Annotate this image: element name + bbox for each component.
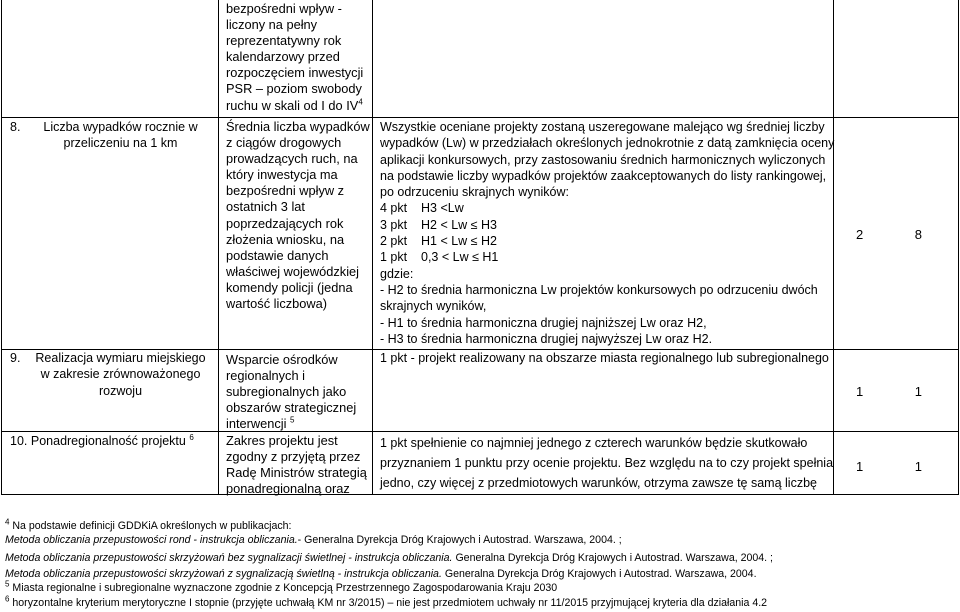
row-number-8: 8. <box>10 120 21 134</box>
criterion-name-9 <box>28 350 213 399</box>
text-line: obszarów strategicznej <box>226 400 357 416</box>
publication-info: - Generalna Dyrekcja Dróg Krajowych i Autostrad. Warszawa, 2004. ; <box>297 534 622 546</box>
footnote-ref-4: 4 <box>358 97 363 107</box>
footnote-6 <box>5 594 955 610</box>
publication-title: Metoda obliczania przepustowości skrzyżowań z sygnalizacją świetlną - instrukcja obliczania. <box>5 568 442 580</box>
text-line: Liczba wypadków rocznie w <box>43 120 198 134</box>
text-line: z ciągów drogowych <box>226 135 342 151</box>
text-line: subregionalnych jako <box>226 384 347 400</box>
text-line: w zakresie zrównoważonego <box>40 367 201 382</box>
text-line: - H3 to średnia harmoniczna drugiej najwyższej Lw oraz H2. <box>380 331 713 346</box>
points-row-9 <box>856 384 922 399</box>
min-points: 1 <box>856 459 864 474</box>
row-divider-10 <box>1 431 959 432</box>
text-line: - H1 to średnia harmoniczna drugiej najniższej Lw oraz H2, <box>380 315 707 330</box>
text-line: Radę Ministrów strategią <box>226 465 367 481</box>
footnote-mark: 5 <box>5 579 10 589</box>
footnote-mark: 4 <box>5 517 10 527</box>
text-line: komendy policji (jedna <box>226 279 353 295</box>
text-line: 3 pkt H2 < Lw ≤ H3 <box>380 217 497 232</box>
footnote-mark: 6 <box>5 594 10 604</box>
text-line: który inwestycja ma <box>226 167 338 183</box>
row-divider-8 <box>1 117 959 118</box>
text-line: PSR – poziom swobody <box>226 81 362 97</box>
text-line: ostatnich 3 lat <box>226 199 305 215</box>
text-line: kalendarzowy przed <box>226 49 340 65</box>
text-line: podstawie danych <box>226 247 329 263</box>
min-points: 1 <box>856 384 864 399</box>
text-line: reprezentatywny rok <box>226 33 342 49</box>
footnote-4 <box>5 517 955 533</box>
text-line: Wsparcie ośrodków <box>226 352 338 367</box>
criterion-name-text: Ponadregionalność projektu <box>30 434 186 448</box>
footnote-text: Na podstawie definicji GDDKiA określonych w publikacjach: <box>9 520 292 532</box>
text-line: prowadzących ruch, na <box>226 151 358 167</box>
text-line: Zakres projektu jest <box>226 433 338 448</box>
min-points: 2 <box>856 227 864 242</box>
text-line: 1 pkt - projekt realizowany na obszarze miasta regionalnego lub subregionalnego <box>380 351 829 365</box>
text-line: wypadków (Lw) w przedziałach określonych jednokrotnie z datą zamknięcia oceny <box>380 136 835 151</box>
column-divider-2 <box>372 0 373 494</box>
text-line: bezpośredni wpływ z <box>226 183 345 199</box>
max-points: 8 <box>914 227 922 242</box>
text-line: aplikacji konkursowych, przy zastosowaniu średnich harmonicznych wyliczonych <box>380 152 826 167</box>
scoring-description-8 <box>380 119 835 347</box>
text-line: na podstawie liczby wypadków projektów zaakceptowanych do listy rankingowej, <box>380 168 827 183</box>
footnote-text: Miasta regionalne i subregionalne wyznaczone zgodnie z Koncepcją Przestrzennego Zagospodarowania Kraju 2030 <box>9 582 558 594</box>
text-line: przeliczeniu na 1 km <box>63 136 178 151</box>
publication-title: Metoda obliczania przepustowości skrzyżowań bez sygnalizacji świetlnej - instrukcja obliczania. <box>5 552 453 564</box>
footnote-source-3 <box>5 568 955 581</box>
text-line: 1 pkt 0,3 < Lw ≤ H1 <box>380 250 499 265</box>
text-line <box>226 416 371 432</box>
footnote-source-1 <box>5 534 955 547</box>
text-line: skrajnych wyników, <box>380 299 487 314</box>
text-line: 2 pkt H1 < Lw ≤ H2 <box>380 234 497 249</box>
text-line: poprzedzających rok <box>226 215 344 231</box>
text-line: Realizacja wymiaru miejskiego <box>35 351 206 365</box>
text-line-content: interwencji <box>226 416 287 432</box>
criterion-definition-9 <box>226 352 371 432</box>
row-number-10: 10. <box>10 434 28 448</box>
criterion-name-10 <box>10 433 215 449</box>
text-line: rozwoju <box>98 383 143 398</box>
footnote-text: horyzontalne kryterium merytoryczne I stopnie (przyjęte uchwałą KM nr 3/2015) – nie jest przedmiotem uchwały nr 11/2015 przyjmującej kryteria dla działania 4.2 <box>9 597 768 609</box>
publication-title: Metoda obliczania przepustowości rond - instrukcja obliczania. <box>5 534 298 546</box>
publication-info: Generalna Dyrekcja Dróg Krajowych i Autostrad. Warszawa, 2004. ; <box>452 552 774 564</box>
text-line: Średnia liczba wypadków <box>226 119 370 134</box>
text-line: 4 pkt H3 <Lw <box>380 201 464 216</box>
footnote-ref-5: 5 <box>290 416 295 426</box>
column-divider-1 <box>218 0 219 494</box>
text-line: bezpośredni wpływ - <box>226 1 342 16</box>
criterion-definition-10 <box>226 433 371 497</box>
text-line: ponadregionalną oraz <box>226 481 350 497</box>
criterion-definition-continued <box>226 1 371 114</box>
max-points: 1 <box>914 459 922 474</box>
max-points: 1 <box>914 384 922 399</box>
row-number-9: 9. <box>10 351 21 365</box>
text-line: Wszystkie oceniane projekty zostaną uszeregowane malejąco wg średniej liczby <box>380 120 825 134</box>
text-line: - H2 to średnia harmoniczna Lw projektów konkursowych po odrzuceniu dwóch <box>380 282 818 297</box>
text-line: gdzie: <box>380 266 414 281</box>
text-line: liczony na pełny <box>226 17 318 33</box>
text-line: właściwej wojewódzkiej <box>226 263 359 279</box>
scoring-description-10 <box>380 433 835 493</box>
text-line: regionalnych i <box>226 368 305 384</box>
text-line <box>226 98 371 114</box>
footnote-source-2 <box>5 552 955 565</box>
table-border-right <box>958 0 959 494</box>
text-line: jedno, czy więcej z przedmiotowych warunków, otrzyma zawsze tę samą liczbę <box>380 476 817 490</box>
points-row-8 <box>856 227 922 242</box>
criterion-definition-8 <box>226 119 371 312</box>
scoring-description-9 <box>380 350 835 366</box>
publication-info: Generalna Dyrekcja Dróg Krajowych i Autostrad. Warszawa, 2004. <box>441 568 757 580</box>
text-line: zgodny z przyjętą przez <box>226 449 361 465</box>
text-line: wartość liczbowa) <box>226 296 327 312</box>
table-border-left <box>1 0 2 494</box>
text-line: po odrzuceniu skrajnych wyników: <box>380 185 569 200</box>
footnote-5 <box>5 579 955 595</box>
text-line: złożenia wniosku, na <box>226 231 345 247</box>
criterion-name-8 <box>28 119 213 152</box>
text-line: przyznaniem 1 punktu przy ocenie projektu. Bez względu na to czy projekt spełnia <box>380 456 834 470</box>
text-line: rozpoczęciem inwestycji <box>226 65 364 81</box>
points-row-10 <box>856 459 922 474</box>
text-line-content: ruchu w skali od I do IV <box>226 97 359 113</box>
table-bottom <box>1 494 959 495</box>
text-line: 1 pkt spełnienie co najmniej jednego z czterech warunków będzie skutkowało <box>380 436 808 450</box>
footnote-ref-6: 6 <box>189 432 194 442</box>
